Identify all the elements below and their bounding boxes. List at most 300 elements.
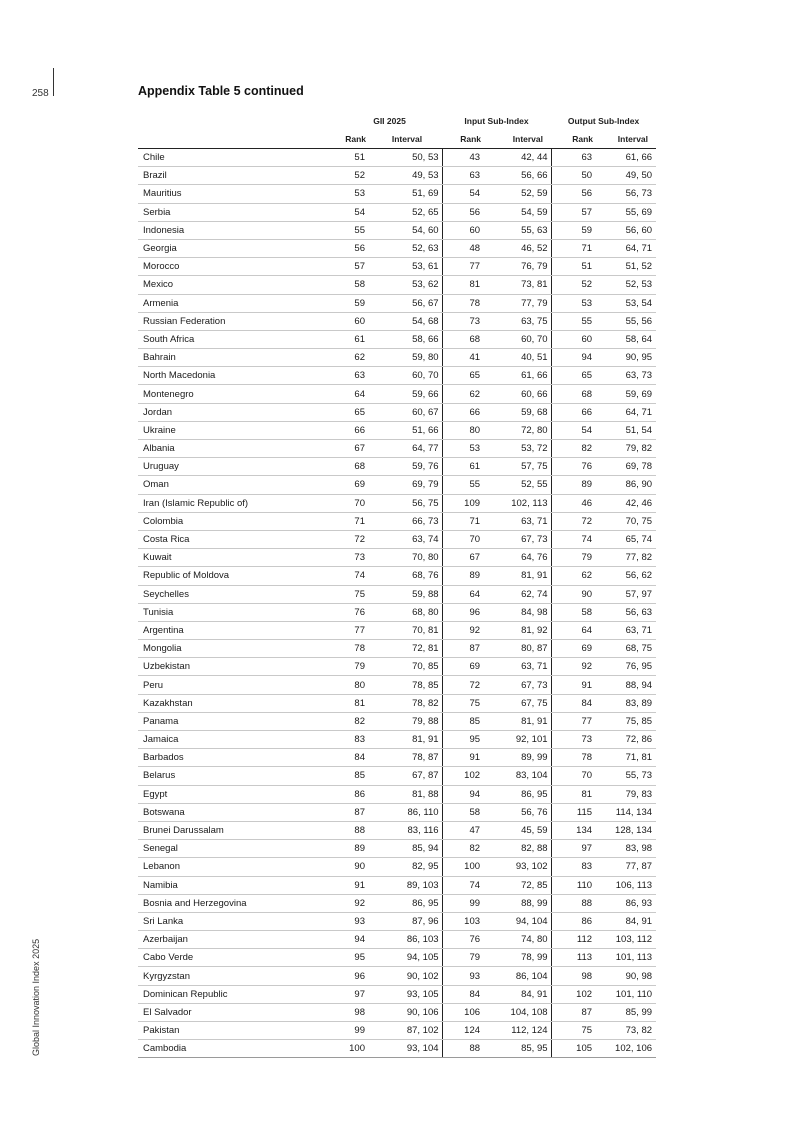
table-row — [138, 694, 656, 712]
input-rank-cell: 102 — [442, 767, 487, 785]
output-rank-cell: 86 — [551, 912, 599, 930]
gii-rank-cell: 81 — [337, 694, 372, 712]
output-rank-cell: 87 — [551, 1003, 599, 1021]
input-interval-cell: 93, 102 — [487, 858, 551, 876]
gii-interval-cell: 50, 53 — [372, 149, 442, 167]
gii-rank-cell: 93 — [337, 912, 372, 930]
output-interval-cell: 56, 62 — [599, 567, 656, 585]
country-cell: Georgia — [138, 239, 337, 257]
output-rank-cell: 60 — [551, 330, 599, 348]
gii-interval-cell: 53, 62 — [372, 276, 442, 294]
table-row — [138, 276, 656, 294]
table-row — [138, 603, 656, 621]
table-row — [138, 803, 656, 821]
input-interval-cell: 80, 87 — [487, 640, 551, 658]
table-row — [138, 1022, 656, 1040]
output-interval-cell: 58, 64 — [599, 330, 656, 348]
output-interval-cell: 101, 113 — [599, 949, 656, 967]
input-rank-cell: 41 — [442, 349, 487, 367]
output-rank-cell: 56 — [551, 185, 599, 203]
output-rank-cell: 70 — [551, 767, 599, 785]
country-cell: Peru — [138, 676, 337, 694]
input-interval-cell: 73, 81 — [487, 276, 551, 294]
country-cell: El Salvador — [138, 1003, 337, 1021]
table-row — [138, 421, 656, 439]
table-row — [138, 221, 656, 239]
input-interval-cell: 54, 59 — [487, 203, 551, 221]
gii-rank-cell: 73 — [337, 549, 372, 567]
input-interval-cell: 112, 124 — [487, 1022, 551, 1040]
country-cell: South Africa — [138, 330, 337, 348]
output-interval-cell: 42, 46 — [599, 494, 656, 512]
column-header-rank: Rank — [551, 130, 599, 149]
output-interval-cell: 51, 52 — [599, 258, 656, 276]
gii-interval-cell: 70, 80 — [372, 549, 442, 567]
output-rank-cell: 46 — [551, 494, 599, 512]
input-rank-cell: 109 — [442, 494, 487, 512]
input-rank-cell: 70 — [442, 530, 487, 548]
input-interval-cell: 67, 73 — [487, 530, 551, 548]
gii-rank-cell: 64 — [337, 385, 372, 403]
input-rank-cell: 64 — [442, 585, 487, 603]
gii-rank-cell: 53 — [337, 185, 372, 203]
output-interval-cell: 114, 134 — [599, 803, 656, 821]
output-interval-cell: 79, 83 — [599, 785, 656, 803]
table-row — [138, 185, 656, 203]
output-rank-cell: 112 — [551, 931, 599, 949]
appendix-table — [138, 112, 656, 1058]
country-cell: Tunisia — [138, 603, 337, 621]
gii-rank-cell: 85 — [337, 767, 372, 785]
table-row — [138, 458, 656, 476]
country-cell: Dominican Republic — [138, 985, 337, 1003]
country-cell: Bahrain — [138, 349, 337, 367]
gii-rank-cell: 86 — [337, 785, 372, 803]
table-row — [138, 585, 656, 603]
input-rank-cell: 85 — [442, 712, 487, 730]
table-row — [138, 530, 656, 548]
country-cell: Colombia — [138, 512, 337, 530]
output-interval-cell: 90, 95 — [599, 349, 656, 367]
input-interval-cell: 83, 104 — [487, 767, 551, 785]
output-rank-cell: 77 — [551, 712, 599, 730]
output-interval-cell: 72, 86 — [599, 731, 656, 749]
input-interval-cell: 57, 75 — [487, 458, 551, 476]
column-header-interval: Interval — [487, 130, 551, 149]
gii-rank-cell: 80 — [337, 676, 372, 694]
table-row — [138, 567, 656, 585]
gii-interval-cell: 53, 61 — [372, 258, 442, 276]
output-interval-cell: 128, 134 — [599, 821, 656, 839]
input-interval-cell: 74, 80 — [487, 931, 551, 949]
input-interval-cell: 40, 51 — [487, 349, 551, 367]
header-spacer — [138, 130, 337, 149]
gii-rank-cell: 57 — [337, 258, 372, 276]
country-cell: Cabo Verde — [138, 949, 337, 967]
country-cell: Kuwait — [138, 549, 337, 567]
country-cell: Seychelles — [138, 585, 337, 603]
input-interval-cell: 53, 72 — [487, 440, 551, 458]
output-rank-cell: 73 — [551, 731, 599, 749]
country-cell: Albania — [138, 440, 337, 458]
output-rank-cell: 79 — [551, 549, 599, 567]
input-rank-cell: 62 — [442, 385, 487, 403]
gii-rank-cell: 78 — [337, 640, 372, 658]
gii-interval-cell: 83, 116 — [372, 821, 442, 839]
gii-interval-cell: 94, 105 — [372, 949, 442, 967]
table-row — [138, 476, 656, 494]
gii-interval-cell: 81, 91 — [372, 731, 442, 749]
input-rank-cell: 92 — [442, 621, 487, 639]
output-interval-cell: 75, 85 — [599, 712, 656, 730]
table-row — [138, 640, 656, 658]
column-header-interval: Interval — [599, 130, 656, 149]
input-rank-cell: 81 — [442, 276, 487, 294]
input-rank-cell: 106 — [442, 1003, 487, 1021]
table-row — [138, 985, 656, 1003]
output-rank-cell: 88 — [551, 894, 599, 912]
gii-interval-cell: 89, 103 — [372, 876, 442, 894]
input-interval-cell: 60, 66 — [487, 385, 551, 403]
gii-rank-cell: 69 — [337, 476, 372, 494]
table-row — [138, 749, 656, 767]
input-interval-cell: 88, 99 — [487, 894, 551, 912]
output-interval-cell: 57, 97 — [599, 585, 656, 603]
country-cell: Mauritius — [138, 185, 337, 203]
gii-rank-cell: 63 — [337, 367, 372, 385]
output-interval-cell: 90, 98 — [599, 967, 656, 985]
input-rank-cell: 53 — [442, 440, 487, 458]
gii-interval-cell: 54, 68 — [372, 312, 442, 330]
country-cell: Chile — [138, 149, 337, 167]
input-interval-cell: 42, 44 — [487, 149, 551, 167]
gii-interval-cell: 54, 60 — [372, 221, 442, 239]
gii-rank-cell: 60 — [337, 312, 372, 330]
country-cell: Oman — [138, 476, 337, 494]
gii-rank-cell: 58 — [337, 276, 372, 294]
input-rank-cell: 78 — [442, 294, 487, 312]
gii-rank-cell: 67 — [337, 440, 372, 458]
gii-interval-cell: 63, 74 — [372, 530, 442, 548]
input-interval-cell: 72, 80 — [487, 421, 551, 439]
gii-interval-cell: 87, 102 — [372, 1022, 442, 1040]
output-interval-cell: 52, 53 — [599, 276, 656, 294]
gii-interval-cell: 79, 88 — [372, 712, 442, 730]
output-rank-cell: 110 — [551, 876, 599, 894]
gii-rank-cell: 82 — [337, 712, 372, 730]
input-interval-cell: 62, 74 — [487, 585, 551, 603]
gii-interval-cell: 56, 67 — [372, 294, 442, 312]
output-rank-cell: 75 — [551, 1022, 599, 1040]
input-interval-cell: 63, 71 — [487, 658, 551, 676]
output-interval-cell: 86, 90 — [599, 476, 656, 494]
table-row — [138, 349, 656, 367]
output-interval-cell: 73, 82 — [599, 1022, 656, 1040]
input-rank-cell: 69 — [442, 658, 487, 676]
output-rank-cell: 83 — [551, 858, 599, 876]
gii-rank-cell: 97 — [337, 985, 372, 1003]
gii-interval-cell: 78, 85 — [372, 676, 442, 694]
output-interval-cell: 51, 54 — [599, 421, 656, 439]
country-cell: Mexico — [138, 276, 337, 294]
output-rank-cell: 84 — [551, 694, 599, 712]
country-cell: Sri Lanka — [138, 912, 337, 930]
input-rank-cell: 67 — [442, 549, 487, 567]
gii-rank-cell: 89 — [337, 840, 372, 858]
input-interval-cell: 78, 99 — [487, 949, 551, 967]
input-interval-cell: 104, 108 — [487, 1003, 551, 1021]
input-interval-cell: 56, 76 — [487, 803, 551, 821]
output-rank-cell: 66 — [551, 403, 599, 421]
input-interval-cell: 102, 113 — [487, 494, 551, 512]
gii-interval-cell: 59, 88 — [372, 585, 442, 603]
group-header-row — [138, 112, 656, 130]
table-row — [138, 931, 656, 949]
output-rank-cell: 105 — [551, 1040, 599, 1058]
input-interval-cell: 89, 99 — [487, 749, 551, 767]
gii-rank-cell: 68 — [337, 458, 372, 476]
output-rank-cell: 53 — [551, 294, 599, 312]
input-rank-cell: 94 — [442, 785, 487, 803]
country-cell: Uruguay — [138, 458, 337, 476]
input-interval-cell: 59, 68 — [487, 403, 551, 421]
input-rank-cell: 71 — [442, 512, 487, 530]
input-interval-cell: 64, 76 — [487, 549, 551, 567]
page-number: 258 — [32, 88, 49, 99]
gii-interval-cell: 56, 75 — [372, 494, 442, 512]
group-header-output: Output Sub-Index — [567, 116, 640, 126]
input-interval-cell: 81, 92 — [487, 621, 551, 639]
input-interval-cell: 72, 85 — [487, 876, 551, 894]
output-interval-cell: 79, 82 — [599, 440, 656, 458]
country-cell: Brunei Darussalam — [138, 821, 337, 839]
output-interval-cell: 77, 82 — [599, 549, 656, 567]
table-row — [138, 1003, 656, 1021]
rankings-table — [138, 112, 656, 1058]
gii-rank-cell: 71 — [337, 512, 372, 530]
table-row — [138, 621, 656, 639]
input-rank-cell: 72 — [442, 676, 487, 694]
gii-interval-cell: 59, 76 — [372, 458, 442, 476]
output-rank-cell: 91 — [551, 676, 599, 694]
country-cell: Ukraine — [138, 421, 337, 439]
column-header-rank: Rank — [337, 130, 372, 149]
gii-rank-cell: 98 — [337, 1003, 372, 1021]
output-interval-cell: 88, 94 — [599, 676, 656, 694]
output-rank-cell: 63 — [551, 149, 599, 167]
input-interval-cell: 46, 52 — [487, 239, 551, 257]
output-rank-cell: 55 — [551, 312, 599, 330]
output-rank-cell: 115 — [551, 803, 599, 821]
gii-rank-cell: 79 — [337, 658, 372, 676]
input-rank-cell: 74 — [442, 876, 487, 894]
output-interval-cell: 83, 89 — [599, 694, 656, 712]
output-rank-cell: 113 — [551, 949, 599, 967]
gii-interval-cell: 60, 70 — [372, 367, 442, 385]
table-row — [138, 858, 656, 876]
table-body — [138, 149, 656, 1058]
input-interval-cell: 61, 66 — [487, 367, 551, 385]
gii-rank-cell: 91 — [337, 876, 372, 894]
output-interval-cell: 103, 112 — [599, 931, 656, 949]
input-rank-cell: 55 — [442, 476, 487, 494]
gii-rank-cell: 74 — [337, 567, 372, 585]
gii-interval-cell: 60, 67 — [372, 403, 442, 421]
header-spacer — [138, 112, 337, 130]
output-rank-cell: 134 — [551, 821, 599, 839]
output-interval-cell: 102, 106 — [599, 1040, 656, 1058]
output-interval-cell: 83, 98 — [599, 840, 656, 858]
input-interval-cell: 86, 104 — [487, 967, 551, 985]
output-interval-cell: 56, 60 — [599, 221, 656, 239]
gii-rank-cell: 76 — [337, 603, 372, 621]
input-rank-cell: 65 — [442, 367, 487, 385]
input-interval-cell: 63, 71 — [487, 512, 551, 530]
output-rank-cell: 58 — [551, 603, 599, 621]
country-cell: Republic of Moldova — [138, 567, 337, 585]
output-rank-cell: 72 — [551, 512, 599, 530]
output-interval-cell: 55, 56 — [599, 312, 656, 330]
country-cell: Morocco — [138, 258, 337, 276]
table-row — [138, 294, 656, 312]
gii-rank-cell: 66 — [337, 421, 372, 439]
table-row — [138, 712, 656, 730]
table-row — [138, 440, 656, 458]
input-rank-cell: 47 — [442, 821, 487, 839]
country-cell: Costa Rica — [138, 530, 337, 548]
input-interval-cell: 52, 55 — [487, 476, 551, 494]
table-row — [138, 549, 656, 567]
output-interval-cell: 85, 99 — [599, 1003, 656, 1021]
input-interval-cell: 63, 75 — [487, 312, 551, 330]
output-rank-cell: 97 — [551, 840, 599, 858]
table-row — [138, 367, 656, 385]
output-rank-cell: 98 — [551, 967, 599, 985]
output-interval-cell: 84, 91 — [599, 912, 656, 930]
output-interval-cell: 64, 71 — [599, 403, 656, 421]
input-rank-cell: 103 — [442, 912, 487, 930]
output-interval-cell: 68, 75 — [599, 640, 656, 658]
output-interval-cell: 101, 110 — [599, 985, 656, 1003]
output-interval-cell: 77, 87 — [599, 858, 656, 876]
input-interval-cell: 84, 91 — [487, 985, 551, 1003]
country-cell: Azerbaijan — [138, 931, 337, 949]
output-interval-cell: 71, 81 — [599, 749, 656, 767]
input-interval-cell: 55, 63 — [487, 221, 551, 239]
input-rank-cell: 95 — [442, 731, 487, 749]
output-rank-cell: 90 — [551, 585, 599, 603]
gii-rank-cell: 61 — [337, 330, 372, 348]
input-rank-cell: 79 — [442, 949, 487, 967]
country-cell: Lebanon — [138, 858, 337, 876]
table-row — [138, 767, 656, 785]
group-header-input: Input Sub-Index — [464, 116, 529, 126]
input-interval-cell: 81, 91 — [487, 567, 551, 585]
input-interval-cell: 56, 66 — [487, 167, 551, 185]
gii-interval-cell: 93, 104 — [372, 1040, 442, 1058]
input-interval-cell: 60, 70 — [487, 330, 551, 348]
table-row — [138, 167, 656, 185]
output-interval-cell: 65, 74 — [599, 530, 656, 548]
gii-interval-cell: 90, 102 — [372, 967, 442, 985]
gii-interval-cell: 49, 53 — [372, 167, 442, 185]
gii-rank-cell: 56 — [337, 239, 372, 257]
gii-interval-cell: 81, 88 — [372, 785, 442, 803]
country-cell: Jordan — [138, 403, 337, 421]
output-interval-cell: 63, 71 — [599, 621, 656, 639]
country-cell: Pakistan — [138, 1022, 337, 1040]
input-interval-cell: 77, 79 — [487, 294, 551, 312]
page-title: Appendix Table 5 continued — [138, 84, 304, 98]
gii-rank-cell: 55 — [337, 221, 372, 239]
gii-interval-cell: 66, 73 — [372, 512, 442, 530]
table-row — [138, 239, 656, 257]
output-rank-cell: 54 — [551, 421, 599, 439]
output-rank-cell: 62 — [551, 567, 599, 585]
gii-rank-cell: 75 — [337, 585, 372, 603]
gii-interval-cell: 59, 80 — [372, 349, 442, 367]
gii-rank-cell: 83 — [337, 731, 372, 749]
table-row — [138, 876, 656, 894]
output-interval-cell: 56, 63 — [599, 603, 656, 621]
output-interval-cell: 49, 50 — [599, 167, 656, 185]
table-row — [138, 658, 656, 676]
gii-interval-cell: 87, 96 — [372, 912, 442, 930]
input-rank-cell: 100 — [442, 858, 487, 876]
output-interval-cell: 76, 95 — [599, 658, 656, 676]
country-cell: Botswana — [138, 803, 337, 821]
gii-interval-cell: 93, 105 — [372, 985, 442, 1003]
output-rank-cell: 76 — [551, 458, 599, 476]
output-interval-cell: 61, 66 — [599, 149, 656, 167]
table-row — [138, 494, 656, 512]
input-rank-cell: 75 — [442, 694, 487, 712]
table-row — [138, 258, 656, 276]
gii-interval-cell: 85, 94 — [372, 840, 442, 858]
gii-interval-cell: 58, 66 — [372, 330, 442, 348]
input-rank-cell: 48 — [442, 239, 487, 257]
input-rank-cell: 43 — [442, 149, 487, 167]
input-rank-cell: 88 — [442, 1040, 487, 1058]
gii-rank-cell: 72 — [337, 530, 372, 548]
gii-interval-cell: 68, 80 — [372, 603, 442, 621]
gii-rank-cell: 51 — [337, 149, 372, 167]
country-cell: Argentina — [138, 621, 337, 639]
gii-rank-cell: 90 — [337, 858, 372, 876]
input-rank-cell: 93 — [442, 967, 487, 985]
country-cell: Barbados — [138, 749, 337, 767]
input-rank-cell: 60 — [442, 221, 487, 239]
gii-interval-cell: 51, 66 — [372, 421, 442, 439]
gii-rank-cell: 99 — [337, 1022, 372, 1040]
gii-rank-cell: 95 — [337, 949, 372, 967]
gii-interval-cell: 72, 81 — [372, 640, 442, 658]
output-rank-cell: 64 — [551, 621, 599, 639]
group-header-gii: GII 2025 — [373, 116, 406, 126]
gii-interval-cell: 70, 85 — [372, 658, 442, 676]
gii-rank-cell: 70 — [337, 494, 372, 512]
table-row — [138, 203, 656, 221]
gii-rank-cell: 100 — [337, 1040, 372, 1058]
output-rank-cell: 78 — [551, 749, 599, 767]
gii-interval-cell: 52, 63 — [372, 239, 442, 257]
output-interval-cell: 53, 54 — [599, 294, 656, 312]
table-row — [138, 894, 656, 912]
country-cell: Cambodia — [138, 1040, 337, 1058]
input-interval-cell: 92, 101 — [487, 731, 551, 749]
side-caption: Global Innovation Index 2025 — [31, 938, 41, 1056]
output-rank-cell: 59 — [551, 221, 599, 239]
